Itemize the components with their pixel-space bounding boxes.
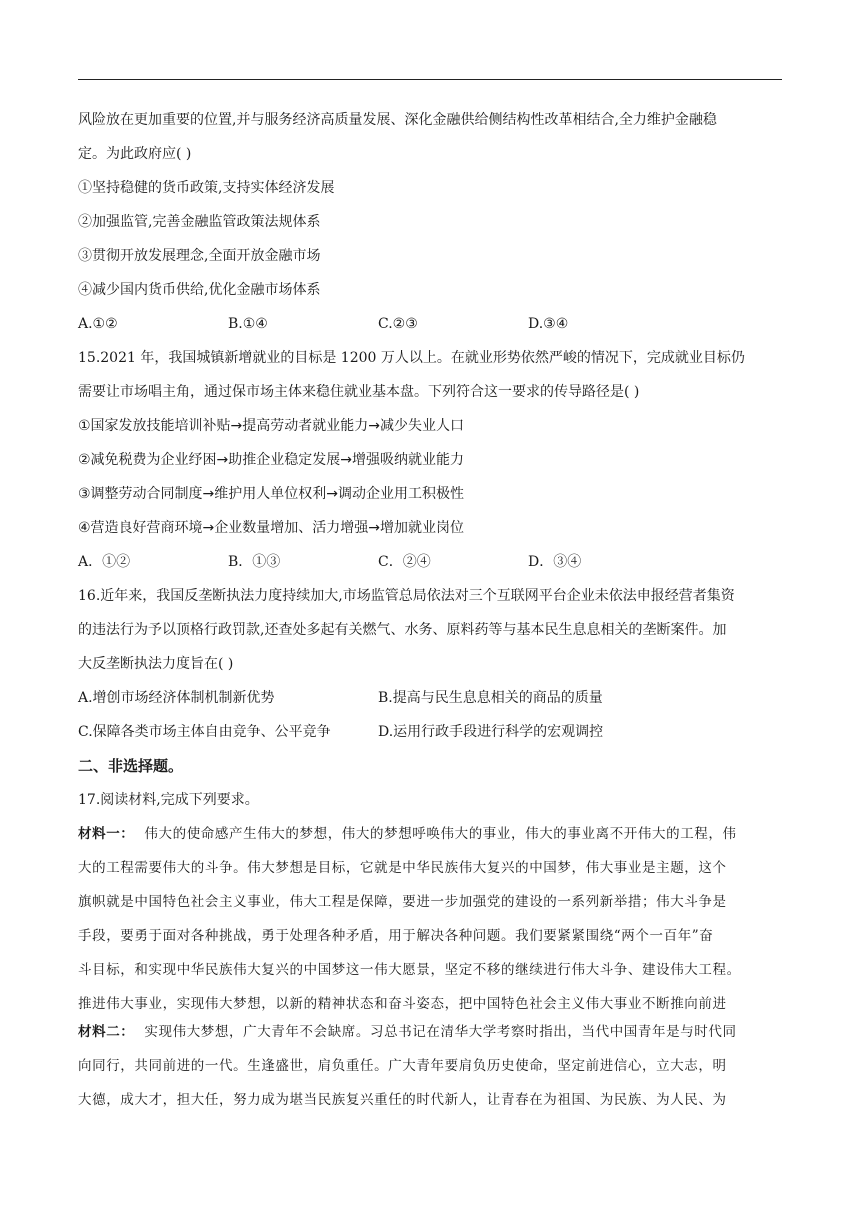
material1-text: 伟大的使命感产生伟大的梦想，伟大的梦想呼唤伟大的事业，伟大的事业离不开伟大的工程，伟 bbox=[144, 826, 737, 842]
q17-material2-line2: 向同行，共同前进的一代。生逢盛世，肩负重任。广大青年要肩负历史使命，坚定前进信心，立大志，明 bbox=[78, 1058, 727, 1074]
q14-options bbox=[78, 314, 568, 334]
q17-material1-line4: 手段，要勇于面对各种挑战，勇于处理各种矛盾，用于解决各种问题。我们要紧紧围绕“两个一百年”奋 bbox=[78, 928, 714, 944]
q14-item-1: ①坚持稳健的货币政策,支持实体经济发展 bbox=[78, 180, 335, 196]
q15-option-a[interactable]: A．①② bbox=[78, 554, 131, 570]
q16-option-c[interactable]: C.保障各类市场主体自由竞争、公平竞争 bbox=[78, 724, 331, 740]
q16-stem-line3: 大反垄断执法力度旨在( ) bbox=[78, 656, 234, 672]
q17-material1-line5: 斗目标，和实现中华民族伟大复兴的中国梦这一伟大愿景，坚定不移的继续进行伟大斗争、建设伟大工程。 bbox=[78, 962, 741, 978]
q15-item-4: ④营造良好营商环境→企业数量增加、活力增强→增加就业岗位 bbox=[78, 520, 465, 536]
q14-stem-line1: 风险放在更加重要的位置,并与服务经济高质量发展、深化金融供给侧结构性改革相结合,全力维护金融稳 bbox=[78, 112, 717, 128]
q17-stem: 17.阅读材料,完成下列要求。 bbox=[78, 792, 259, 808]
q17-material1-line3: 旗帜就是中国特色社会主义事业，伟大工程是保障，要进一步加强党的建设的一系列新举措；伟大斗争是 bbox=[78, 894, 727, 910]
q15-item-2: ②减免税费为企业纾困→助推企业稳定发展→增强吸纳就业能力 bbox=[78, 452, 465, 468]
q14-stem-line2: 定。为此政府应( ) bbox=[78, 146, 192, 162]
q16-option-a[interactable]: A.增创市场经济体制机制新优势 bbox=[78, 690, 275, 706]
q17-material1-line2: 大的工程需要伟大的斗争。伟大梦想是目标，它就是中华民族伟大复兴的中国梦，伟大事业是主题，这个 bbox=[78, 860, 727, 876]
q17-material2-line1 bbox=[78, 1022, 737, 1042]
q15-stem-line1: 15.2021 年，我国城镇新增就业的目标是 1200 万人以上。在就业形势依然严峻的情况下，完成就业目标仍 bbox=[78, 350, 745, 366]
q16-options-row2 bbox=[78, 722, 603, 742]
q15-option-b[interactable]: B．①③ bbox=[228, 554, 281, 570]
q14-item-4: ④减少国内货币供给,优化金融市场体系 bbox=[78, 282, 321, 298]
q16-option-d[interactable]: D.运用行政手段进行科学的宏观调控 bbox=[378, 724, 604, 740]
q16-options-row1 bbox=[78, 688, 603, 708]
q14-option-d[interactable]: D.③④ bbox=[528, 316, 569, 332]
q15-option-c[interactable]: C．②④ bbox=[378, 554, 431, 570]
material2-label: 材料二： bbox=[78, 1024, 135, 1040]
q15-item-1: ①国家发放技能培训补贴→提高劳动者就业能力→减少失业人口 bbox=[78, 418, 465, 434]
q14-item-2: ②加强监管,完善金融监管政策法规体系 bbox=[78, 214, 321, 230]
q15-option-d[interactable]: D．③④ bbox=[528, 554, 582, 570]
header-rule bbox=[78, 79, 782, 80]
q15-stem-line2: 需要让市场唱主角，通过保市场主体来稳住就业基本盘。下列符合这一要求的传导路径是( ) bbox=[78, 384, 640, 400]
q15-item-3: ③调整劳动合同制度→维护用人单位权利→调动企业用工积极性 bbox=[78, 486, 465, 502]
q14-option-a[interactable]: A.①② bbox=[78, 316, 118, 332]
q17-material1-line1 bbox=[78, 824, 737, 844]
q17-material2-line3: 大德，成大才，担大任，努力成为堪当民族复兴重任的时代新人，让青春在为祖国、为民族、为人民、为 bbox=[78, 1092, 727, 1108]
q15-options bbox=[78, 552, 581, 572]
q17-material1-line6: 推进伟大事业，实现伟大梦想，以新的精神状态和奋斗姿态，把中国特色社会主义伟大事业不断推向前进 bbox=[78, 996, 727, 1012]
material2-text: 实现伟大梦想，广大青年不会缺席。习总书记在清华大学考察时指出，当代中国青年是与时代同 bbox=[144, 1024, 737, 1040]
material1-label: 材料一： bbox=[78, 826, 135, 842]
q16-option-b[interactable]: B.提高与民生息息相关的商品的质量 bbox=[378, 690, 603, 706]
q16-stem-line2: 的违法行为予以顶格行政罚款,还查处多起有关燃气、水务、原料药等与基本民生息息相关的垄断案件。加 bbox=[78, 622, 727, 638]
section-heading: 二、非选择题。 bbox=[78, 757, 184, 775]
q14-item-3: ③贯彻开放发展理念,全面开放金融市场 bbox=[78, 248, 321, 264]
q14-option-b[interactable]: B.①④ bbox=[228, 316, 268, 332]
q14-option-c[interactable]: C.②③ bbox=[378, 316, 418, 332]
q16-stem-line1: 16.近年来，我国反垄断执法力度持续加大,市场监管总局依法对三个互联网平台企业未依法申报经营者集资 bbox=[78, 588, 735, 604]
